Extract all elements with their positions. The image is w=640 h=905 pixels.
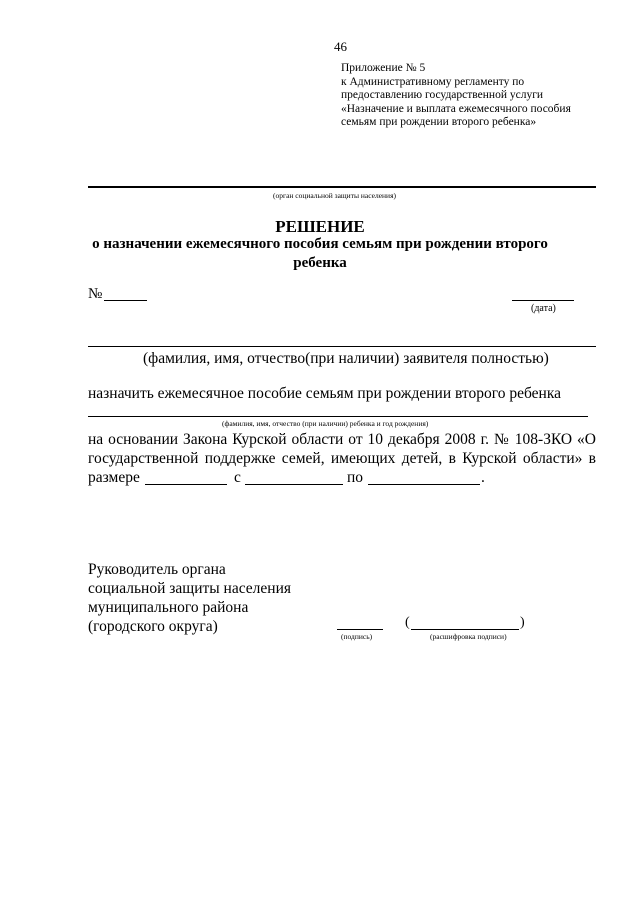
appendix-block <box>341 62 581 130</box>
page-title: РЕШЕНИЕ <box>275 217 365 236</box>
appendix-line: Приложение № 5 <box>341 62 426 74</box>
authority-line <box>88 186 596 188</box>
signatory-line: Руководитель органа <box>88 561 226 578</box>
subtitle-line-2: ребенка <box>293 255 347 271</box>
decoding-caption: (расшифровка подписи) <box>430 632 507 641</box>
date-line <box>512 300 574 301</box>
signature-line <box>337 629 383 630</box>
child-caption: (фамилия, имя, отчество (при наличии) ребенка и год рождения) <box>222 419 429 428</box>
page-number: 46 <box>334 39 347 54</box>
decoding-paren-open: ( <box>405 615 410 630</box>
appendix-line: предоставлению государственной услуги <box>341 89 544 101</box>
applicant-line <box>88 346 596 347</box>
signatory-line: (городского округа) <box>88 618 218 635</box>
appendix-line: к Административному регламенту по <box>341 75 525 88</box>
number-label: № <box>88 286 103 302</box>
period-end: . <box>481 469 485 486</box>
to-line <box>368 484 480 485</box>
to-label: по <box>347 469 364 486</box>
appendix-line: «Назначение и выплата ежемесячного пособия <box>341 102 571 115</box>
date-caption: (дата) <box>531 303 556 314</box>
signatory-line: социальной защиты населения <box>88 580 292 597</box>
child-line <box>88 416 588 417</box>
decoding-line <box>411 629 519 630</box>
basis-line-2: государственной поддержке семей, имеющих детей, в Курской области» в <box>88 450 596 467</box>
from-label: с <box>234 469 241 486</box>
authority-caption: (орган социальной защиты населения) <box>273 191 397 200</box>
assign-line: назначить ежемесячное пособие семьям при рождении второго ребенка <box>88 385 561 402</box>
decoding-paren-close: ) <box>520 615 525 630</box>
applicant-caption: (фамилия, имя, отчество(при наличии) заявителя полностью) <box>143 350 549 367</box>
subtitle-line-1: о назначении ежемесячного пособия семьям при рождении второго <box>92 236 548 252</box>
appendix-line: семьям при рождении второго ребенка» <box>341 116 537 128</box>
basis-line-1: на основании Закона Курской области от 10 декабря 2008 г. № 108-ЗКО «О <box>88 431 596 448</box>
signature-caption: (подпись) <box>341 632 373 641</box>
amount-label: размере <box>88 469 140 486</box>
amount-line <box>145 484 227 485</box>
signatory-line: муниципального района <box>88 599 249 616</box>
number-line <box>104 300 147 301</box>
from-line <box>245 484 343 485</box>
